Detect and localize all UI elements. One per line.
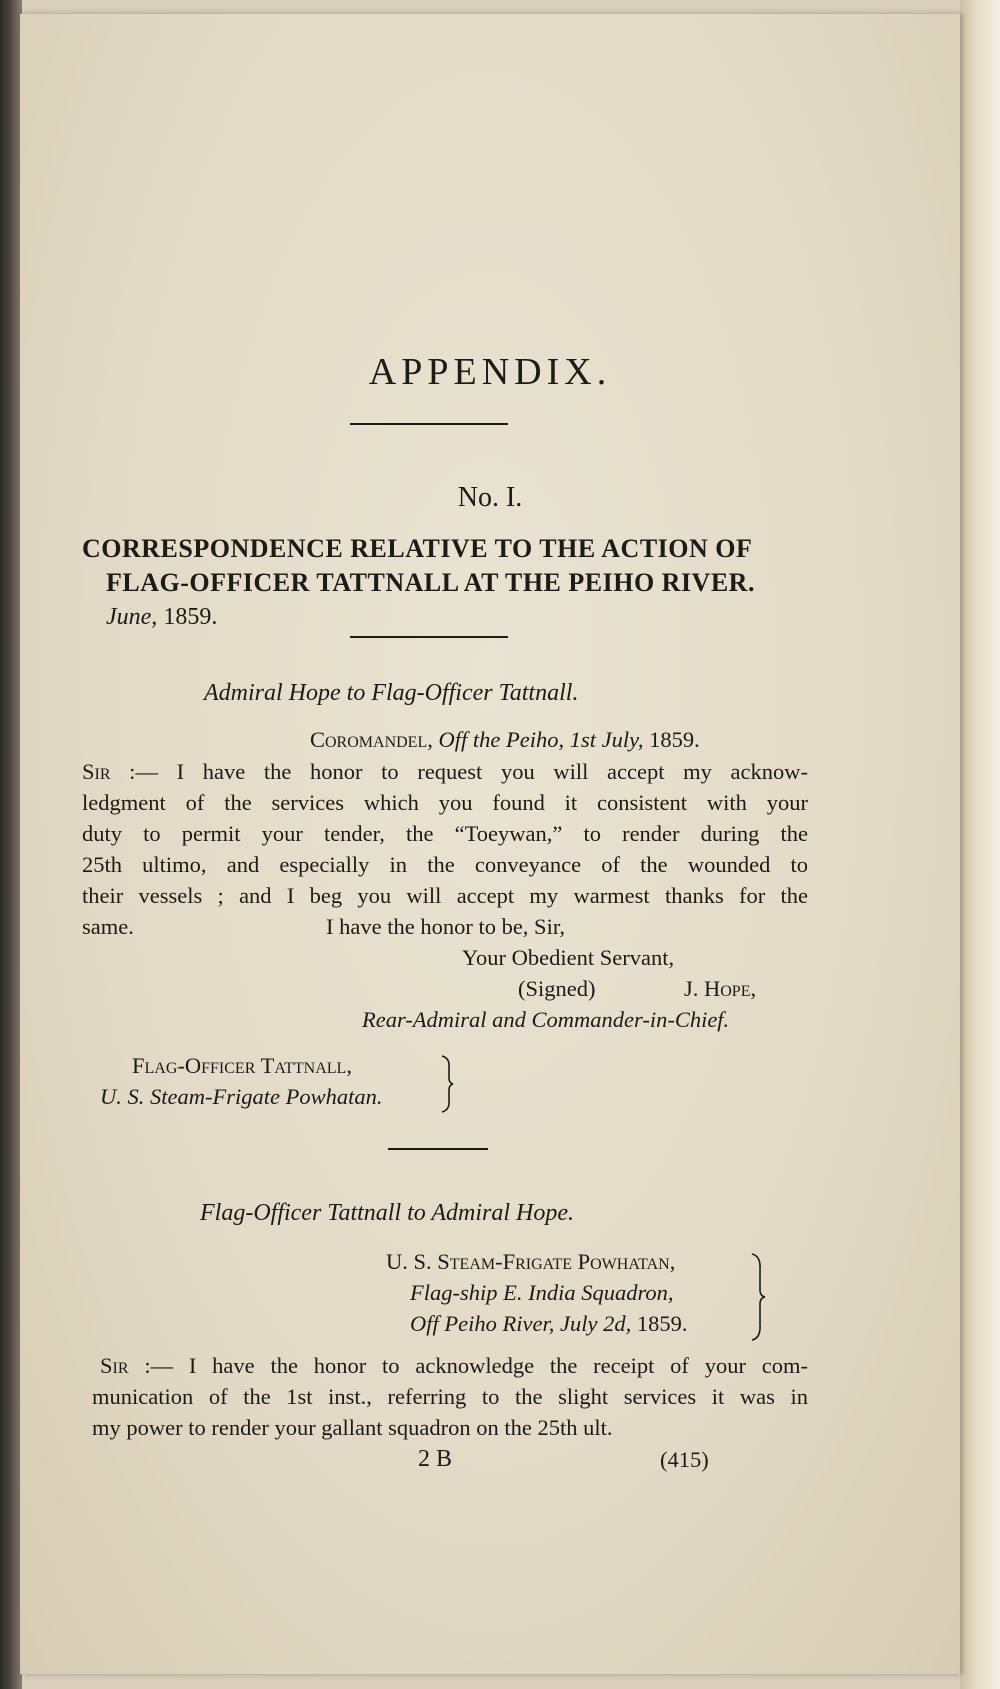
letter2-header-2: Flag-ship E. India Squadron, [410,1280,674,1305]
letter1-dateline-date: Off the Peiho, 1st July, [438,727,644,752]
letter1-body-line-2: ledgment of the services which you found it consistent with your [82,790,808,815]
letter1-body-line-3: duty to permit your tender, the “Toeywan,” to render during the [82,821,808,846]
letter1-signature: J. Hope, [684,976,757,1001]
letter2-body-line-1 [100,1350,808,1382]
letter2-header-3-year: 1859. [636,1311,688,1336]
letter1-body-line-6: same. [82,914,134,939]
letter2-header-3 [410,1308,687,1340]
page-edges [960,0,1000,1689]
letter1-signature-title: Rear-Admiral and Commander-in-Chief. [362,1007,730,1032]
letter1-title: Admiral Hope to Flag-Officer Tattnall. [204,680,579,706]
letter2-header-brace [750,1252,768,1342]
letter2-title: Flag-Officer Tattnall to Admiral Hope. [200,1200,575,1226]
heading-date [106,604,217,631]
letter1-dateline [310,724,700,756]
letter1-body-text-1: — I have the honor to request you will accept my acknow- [135,759,809,784]
letter1-addressee-1: Flag-Officer Tattnall, [132,1053,352,1078]
letter1-signed: (Signed) [518,976,596,1001]
section-number: No. I. [457,482,523,513]
title-rule [350,423,508,425]
heading-line-2: FLAG-OFFICER TATTNALL AT THE PEIHO RIVER. [106,568,755,597]
letter1-addressee-2: U. S. Steam-Frigate Powhatan. [100,1084,383,1109]
letter2-header-3-date: Off Peiho River, July 2d, [410,1311,632,1336]
letter1-dateline-year: 1859. [649,727,700,752]
letter1-body-line-4: 25th ultimo, and especially in the conveyance of the wounded to [82,852,808,877]
letter-divider-rule [388,1148,488,1150]
letter1-closing-2: Your Obedient Servant, [462,945,675,970]
heading-rule [350,636,508,638]
book-page [20,14,960,1674]
letter2-salutation: Sir : [100,1353,151,1378]
letter2-body-line-3: my power to render your gallant squadron on the 25th ult. [92,1415,613,1440]
page-number: (415) [660,1447,709,1472]
letter2-body-line-2: munication of the 1st inst., referring to the slight services it was in [92,1384,808,1409]
letter2-header-1: U. S. Steam-Frigate Powhatan, [386,1249,676,1274]
letter1-body-line-1 [82,756,808,788]
letter1-addressee-brace [440,1054,456,1114]
heading-date-year: 1859. [163,604,218,630]
letter1-salutation: Sir : [82,759,136,784]
book-binding [0,0,22,1689]
heading-line-1: CORRESPONDENCE RELATIVE TO THE ACTION OF [82,534,753,563]
letter1-dateline-place: Coromandel, [310,727,433,752]
letter2-body-text-1: — I have the honor to acknowledge the receipt of your com- [150,1353,808,1378]
heading-date-month: June, [106,604,158,630]
letter1-body-line-5: their vessels ; and I beg you will accept my warmest thanks for the [82,883,808,908]
signature-mark: 2 B [418,1446,453,1472]
appendix-title: APPENDIX. [368,351,612,393]
letter1-closing-1: I have the honor to be, Sir, [326,914,566,939]
